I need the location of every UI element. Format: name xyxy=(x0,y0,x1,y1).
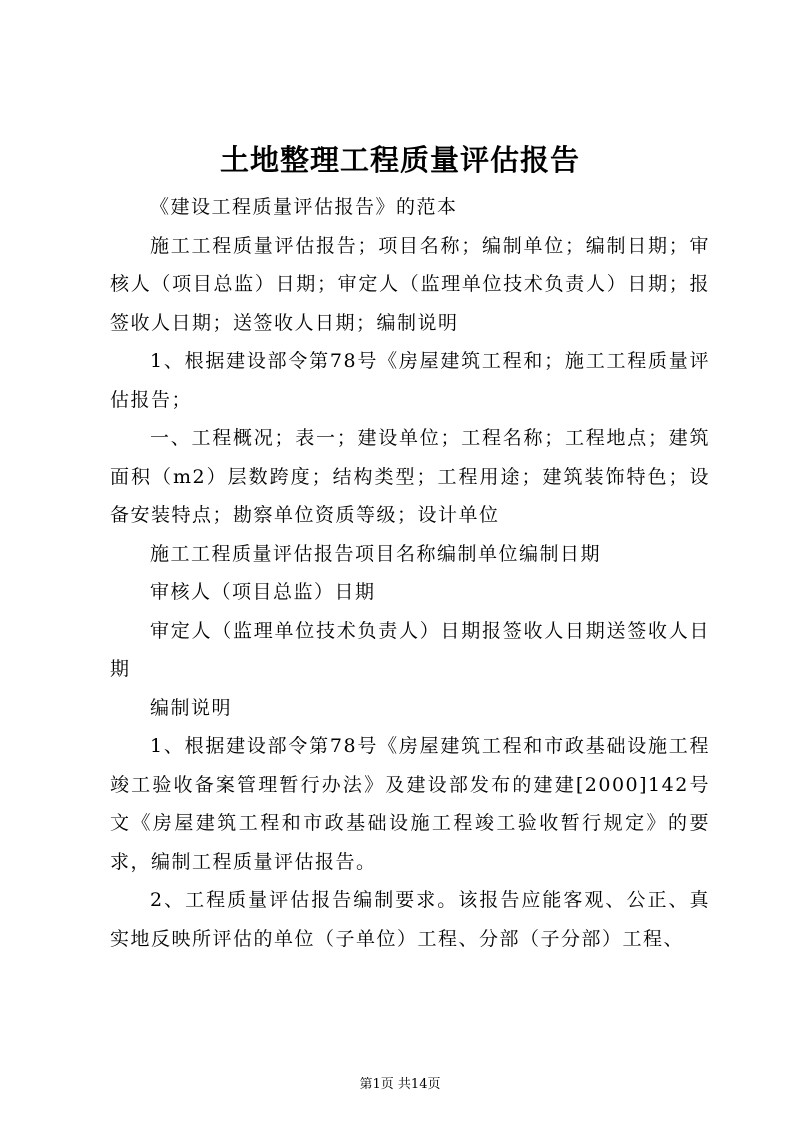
paragraph-cover-items: 施工工程质量评估报告；项目名称；编制单位；编制日期；审核人（项目总监）日期；审定人（监理单位技术负责人）日期；报签收人日期；送签收人日期；编制说明 xyxy=(110,234,710,334)
page-number: 第1页 共14页 xyxy=(359,1077,441,1092)
paragraph-notes-heading: 编制说明 xyxy=(150,696,233,719)
paragraph-reviewer: 审核人（项目总监）日期 xyxy=(150,581,376,603)
paragraph-project-overview: 一、工程概况；表一；建设单位；工程名称；工程地点；建筑面积（m2）层数跨度；结构类型；工程用途；建筑装饰特色；设备安装特点；勘察单位资质等级；设计单位 xyxy=(110,427,710,526)
paragraph-basis-full: 1、根据建设部令第78号《房屋建筑工程和市政基础设施工程竣工验收备案管理暂行办法》及建设部发布的建建[2000]142号文《房屋建筑工程和市政基础设施工程竣工验收暂行规定》的要求，编制工程质量评估报告。 xyxy=(110,735,710,873)
document-title: 土地整理工程质量评估报告 xyxy=(219,143,580,177)
paragraph-basis-short: 1、根据建设部令第78号《房屋建筑工程和；施工工程质量评估报告； xyxy=(110,350,710,411)
paragraph-report-header: 施工工程质量评估报告项目名称编制单位编制日期 xyxy=(150,542,602,565)
paragraph-template-title: 《建设工程质量评估报告》的范本 xyxy=(150,196,458,218)
paragraph-approver: 审定人（监理单位技术负责人）日期报签收人日期送签收人日期 xyxy=(110,619,710,680)
paragraph-requirements: 2、工程质量评估报告编制要求。该报告应能客观、公正、真实地反映所评估的单位（子单位）工程、分部（子分部）工程、 xyxy=(110,889,710,950)
document-body xyxy=(110,188,710,958)
